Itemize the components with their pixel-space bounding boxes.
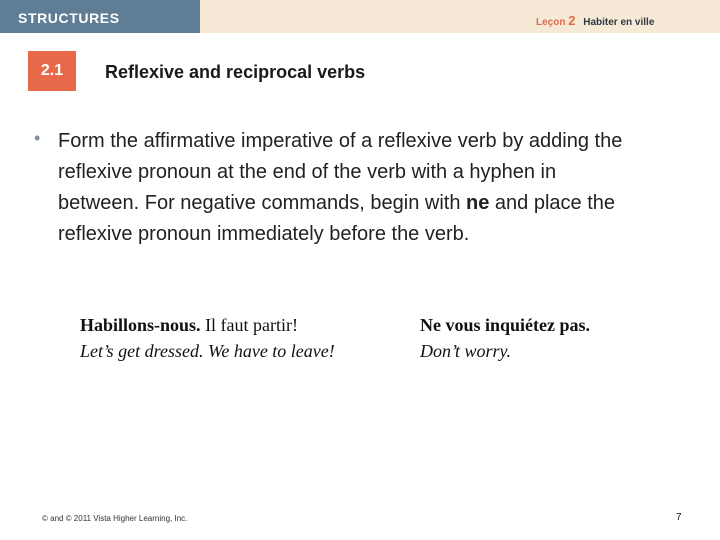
bullet-icon: • bbox=[34, 128, 41, 148]
section-badge: 2.1 bbox=[28, 51, 76, 91]
lesson-indicator bbox=[536, 13, 654, 28]
header-bar bbox=[0, 0, 720, 33]
bullet-item bbox=[34, 126, 634, 250]
example-english: Don’t worry. bbox=[420, 341, 512, 361]
copyright-text: © and © 2011 Vista Higher Learning, Inc. bbox=[42, 514, 188, 523]
header-left-panel bbox=[0, 0, 200, 33]
page-number: 7 bbox=[676, 512, 682, 523]
section-title: Reflexive and reciprocal verbs bbox=[105, 62, 366, 82]
example-french bbox=[80, 312, 335, 338]
example-left bbox=[80, 312, 335, 364]
bullet-emphasis: ne bbox=[466, 192, 490, 214]
example-french-bold: Ne vous inquiétez pas. bbox=[420, 315, 591, 335]
bullet-text-after: and place the reflexive pronoun immediately before the verb. bbox=[58, 192, 615, 245]
example-french-rest: Il faut partir! bbox=[200, 315, 299, 335]
bullet-text bbox=[58, 126, 634, 250]
example-right bbox=[420, 312, 590, 364]
lesson-label: Leçon bbox=[536, 17, 566, 28]
example-french bbox=[420, 312, 590, 338]
lesson-number: 2 bbox=[568, 13, 576, 28]
header-title: STRUCTURES bbox=[18, 10, 120, 26]
example-english: Let’s get dressed. We have to leave! bbox=[80, 341, 335, 361]
lesson-name: Habiter en ville bbox=[583, 17, 655, 28]
example-french-bold: Habillons-nous. bbox=[80, 315, 201, 335]
bullet-text-before: Form the affirmative imperative of a reflexive verb by adding the reflexive pronoun at the end of the verb with a hyphen in between. For negative commands, begin with bbox=[58, 130, 623, 214]
